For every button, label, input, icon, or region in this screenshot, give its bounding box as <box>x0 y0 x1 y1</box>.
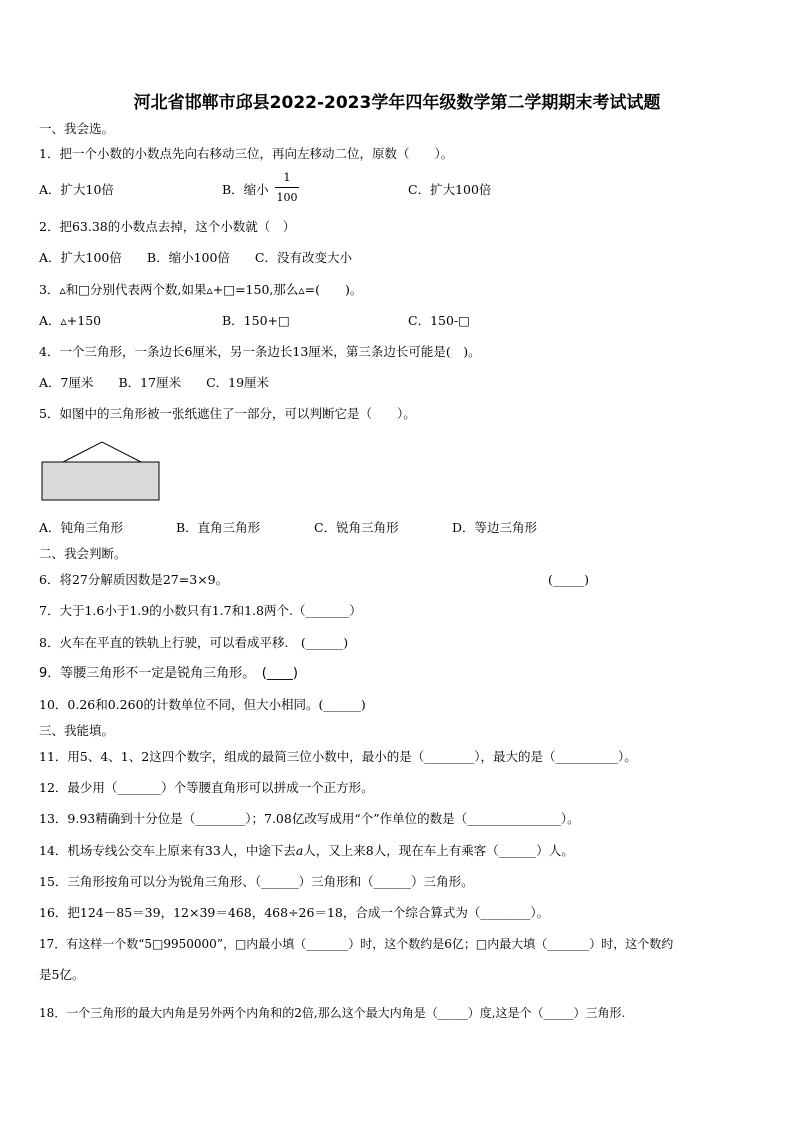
q1-option-c: C．扩大100倍 <box>408 182 492 197</box>
q14-variable: a <box>295 843 304 858</box>
q1-fraction-denominator: 100 <box>276 191 298 204</box>
question-3: 3．▵和□分别代表两个数,如果▵+□=150,那么▵=( )。 <box>39 282 363 297</box>
section-heading-judge: 二、我会判断。 <box>39 546 127 561</box>
question-17-line-1: 17．有这样一个数“5□9950000”，□内最小填（_______）时，这个数约是6亿；□内最大填（_______）时，这个数约 <box>39 937 674 951</box>
q5-option-b: B．直角三角形 <box>176 520 261 535</box>
q5-option-c: C．锐角三角形 <box>314 520 399 535</box>
question-5: 5．如图中的三角形被一张纸遮住了一部分，可以判断它是（ ）。 <box>39 406 416 421</box>
q5-covered-triangle-figure <box>39 438 164 504</box>
question-1: 1．把一个小数的小数点先向右移动三位，再向左移动二位，原数（ ）。 <box>39 146 454 161</box>
q5-option-d: D．等边三角形 <box>452 520 538 535</box>
q14-text-after: 人，又上来8人，现在车上有乘客（______）人。 <box>303 843 574 858</box>
section-heading-choice: 一、我会选。 <box>39 121 115 136</box>
question-10: 10．0.26和0.260的计数单位不同，但大小相同。(______) <box>39 697 366 712</box>
q3-option-a: A．▵+150 <box>39 313 102 328</box>
question-16: 16．把124－85＝39，12×39＝468，468÷26＝18，合成一个综合算式为（________）。 <box>39 905 550 920</box>
triangle-visible-edges <box>63 442 141 462</box>
covering-paper <box>42 462 159 500</box>
question-14 <box>39 843 574 859</box>
q3-option-b: B．150+□ <box>222 313 290 328</box>
page-title: 河北省邯郸市邱县2022-2023学年四年级数学第二学期期末考试试题 <box>133 93 661 113</box>
question-18: 18．一个三角形的最大内角是另外两个内角和的2倍,那么这个最大内角是（_____）度,这是个（_____）三角形. <box>39 1006 626 1020</box>
q6-answer-blank: (_____) <box>548 572 590 587</box>
question-7: 7．大于1.6小于1.9的小数只有1.7和1.8两个.（_______） <box>39 603 362 618</box>
section-heading-fill: 三、我能填。 <box>39 723 115 738</box>
question-13: 13．9.93精确到十分位是（________）；7.08亿改写成用“个”作单位的数是（_______________）。 <box>39 811 580 826</box>
q1-option-a: A．扩大10倍 <box>39 182 114 197</box>
q14-text-before: 14．机场专线公交车上原来有33人，中途下去 <box>39 843 296 858</box>
question-11: 11．用5、4、1、2这四个数字，组成的最简三位小数中，最小的是（________），最大的是（__________）。 <box>39 749 637 764</box>
question-4: 4．一个三角形，一条边长6厘米，另一条边长13厘米，第三条边长可能是( )。 <box>39 344 481 359</box>
q3-option-c: C．150-□ <box>408 313 470 328</box>
q5-option-a: A．钝角三角形 <box>39 520 124 535</box>
question-12: 12．最少用（_______）个等腰直角形可以拼成一个正方形。 <box>39 780 374 795</box>
question-17-line-2: 是5亿。 <box>39 967 85 982</box>
q1-fraction-numerator: 1 <box>283 171 291 184</box>
q1-fraction-bar <box>275 187 299 188</box>
question-8: 8．火车在平直的铁轨上行驶，可以看成平移. (______) <box>39 635 349 650</box>
question-9: 9．等腰三角形不一定是锐角三角形。 (____) <box>39 666 298 681</box>
question-6: 6．将27分解质因数是27=3×9。 <box>39 572 229 587</box>
question-15: 15．三角形按角可以分为锐角三角形、（______）三角形和（______）三角形。 <box>39 874 474 889</box>
q2-options: A．扩大100倍 B．缩小100倍 C．没有改变大小 <box>39 250 352 265</box>
q1-option-b: B．缩小 <box>222 182 269 197</box>
q4-options: A．7厘米 B．17厘米 C．19厘米 <box>39 375 270 390</box>
question-2: 2．把63.38的小数点去掉，这个小数就（ ） <box>39 219 296 234</box>
